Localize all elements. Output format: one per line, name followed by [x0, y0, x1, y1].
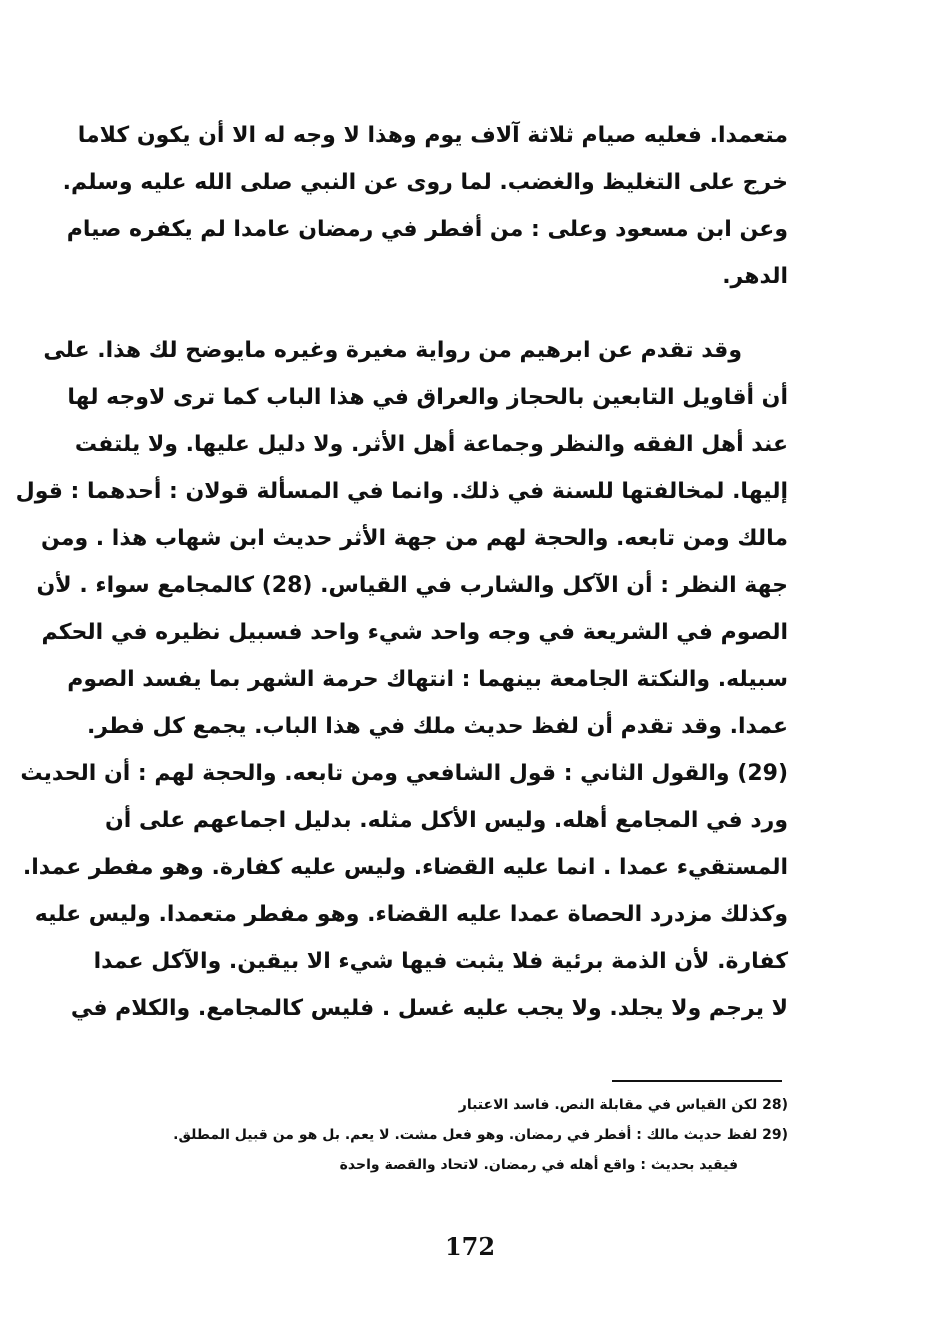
paragraph-1 — [62, 112, 788, 300]
footnote-text: فيقيد بحديث : واقع أهله في رمضان. لاتحاد والقصة واحدة — [339, 1157, 738, 1173]
text-line: الدهر. — [722, 264, 788, 289]
text-line: كفارة. لأن الذمة برئية فلا يثبت فيها شيء الا بيقين. والآكل عمدا — [93, 949, 788, 974]
text-line: خرج على التغليظ والغضب. لما روى عن النبي صلى الله عليه وسلم. — [62, 170, 788, 195]
footnote-29-continued — [160, 1150, 788, 1180]
text-line: عند أهل الفقه والنظر وجماعة أهل الأثر. ولا دليل عليها. ولا يلتفت — [74, 432, 788, 457]
text-line: وعن ابن مسعود وعلى : من أفطر في رمضان عامدا لم يكفره صيام — [66, 217, 788, 242]
footnote-number: (28 — [762, 1097, 788, 1113]
text-line: مالك ومن تابعه. والحجة لهم من جهة الأثر حديث ابن شهاب هذا . ومن — [41, 526, 788, 551]
footnote-text: لكن القياس في مقابلة النص. فاسد الاعتبار — [458, 1097, 758, 1113]
text-line: أن أقاويل التابعين بالحجاز والعراق في هذا الباب كما ترى لاوجه لها — [67, 385, 788, 410]
text-line: وقد تقدم عن ابرهيم من رواية مغيرة وغيره مايوضح لك هذا. على — [43, 338, 742, 363]
footnote-number: (29 — [762, 1127, 788, 1143]
page-number: 172 — [444, 1232, 496, 1261]
text-line: لا يرجم ولا يجلد. ولا يجب عليه غسل . فليس كالمجامع. والكلام في — [70, 996, 788, 1021]
text-line: متعمدا. فعليه صيام ثلاثة آلاف يوم وهذا لا وجه له الا أن يكون كلاما — [77, 123, 788, 148]
footnote-text: لفظ حديث مالك : أفطر في رمضان. وهو فعل مشت. لا يعم. بل هو من قبيل المطلق. — [173, 1127, 758, 1143]
footnote-separator — [612, 1080, 782, 1082]
text-line: (29) والقول الثاني : قول الشافعي ومن تابعه. والحجة لهم : أن الحديث — [20, 761, 788, 786]
text-line: وكذلك مزدرد الحصاة عمدا عليه القضاء. وهو مفطر متعمدا. وليس عليه — [34, 902, 788, 927]
text-line: الصوم في الشريعة في وجه واحد شيء واحد فسبيل نظيره في الحكم — [41, 620, 788, 645]
footnotes — [160, 1090, 788, 1180]
text-line: المستقيء عمدا . انما عليه القضاء. وليس عليه كفارة. وهو مفطر عمدا. — [22, 855, 788, 880]
text-line: عمدا. وقد تقدم أن لفظ حديث ملك في هذا الباب. يجمع كل فطر. — [86, 714, 788, 739]
paragraph-2 — [15, 327, 788, 1032]
text-line: سبيله. والنكتة الجامعة بينهما : انتهاك حرمة الشهر بما يفسد الصوم — [67, 667, 788, 692]
text-line: جهة النظر : أن الآكل والشارب في القياس. (28) كالمجامع سواء . لأن — [36, 573, 788, 598]
text-line: إليها. لمخالفتها للسنة في ذلك. وانما في المسألة قولان : أحدهما : قول — [15, 479, 788, 504]
text-line: ورد في المجامع أهله. وليس الأكل مثله. بدليل اجماعهم على أن — [105, 808, 788, 833]
footnote-29 — [160, 1120, 788, 1150]
footnote-28 — [160, 1090, 788, 1120]
